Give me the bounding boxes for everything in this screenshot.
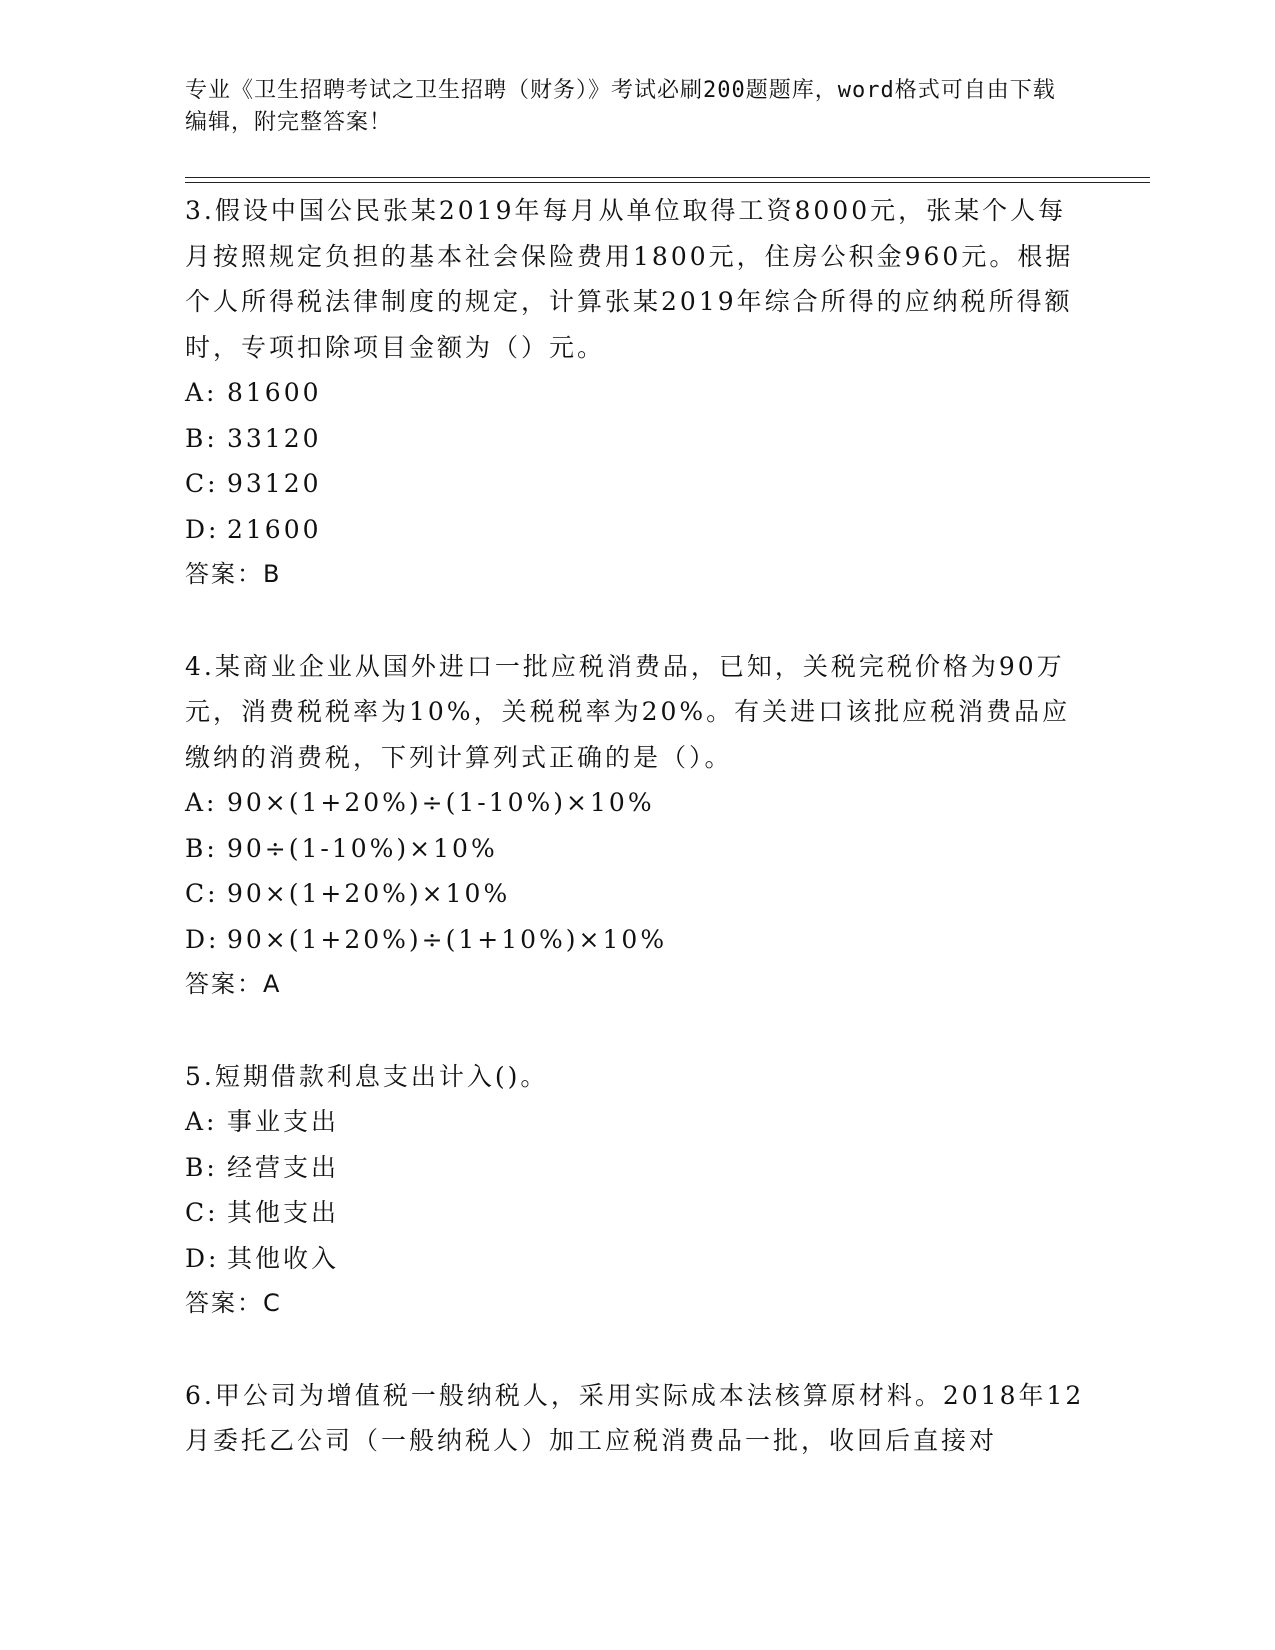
option-a [185,780,1085,826]
option-text: 事业支出 [227,1107,340,1136]
question-stem: 4.某商业企业从国外进口一批应税消费品，已知，关税完税价格为90万元，消费税税率为10%，关税税率为20%。有关进口该批应税消费品应缴纳的消费税，下列计算列式正确的是（）。 [185,651,1071,772]
question-6 [185,1373,1085,1464]
option-letter: A: [185,1107,218,1136]
header-rule-top [185,177,1150,178]
option-d [185,507,1085,553]
document-header: 专业《卫生招聘考试之卫生招聘（财务）》考试必刷200题题库，word格式可自由下载编辑，附完整答案！ [185,78,1056,135]
option-letter: D: [185,1243,220,1273]
answer-line: 答案：B [185,560,282,588]
answer-line: 答案：A [185,970,282,998]
option-text: 90×(1+20%)÷(1+10%)×10% [227,924,668,954]
option-letter: D: [185,924,220,954]
option-text: 经营支出 [227,1152,340,1182]
question-stem: 5.短期借款利息支出计入()。 [185,1061,549,1091]
question-stem: 3.假设中国公民张某2019年每月从单位取得工资8000元，张某个人每月按照规定负担的基本社会保险费用1800元，住房公积金960元。根据个人所得税法律制度的规定，计算张某2019年综合所得的应纳税所得额时，专项扣除项目金额为（）元。 [185,196,1074,362]
option-letter: A: [185,378,218,407]
answer-line: 答案：C [185,1289,282,1317]
option-text: 93120 [227,469,322,498]
option-c [185,1190,1085,1236]
question-3 [185,188,1085,598]
option-letter: B: [185,1152,218,1182]
option-d [185,1236,1085,1282]
option-text: 33120 [227,423,322,453]
option-letter: A: [185,788,218,817]
option-letter: D: [185,514,220,544]
option-letter: C: [185,879,219,908]
option-b [185,416,1085,462]
question-list [185,188,1085,1464]
option-d [185,917,1085,963]
question-5 [185,1054,1085,1327]
question-spacer [185,1008,1085,1054]
option-c [185,461,1085,507]
option-letter: C: [185,1198,219,1227]
option-letter: C: [185,469,219,498]
option-text: 81600 [227,378,322,407]
option-text: 其他收入 [227,1243,340,1273]
option-b [185,826,1085,872]
option-text: 21600 [227,514,322,544]
question-spacer [185,598,1085,644]
option-text: 90÷(1-10%)×10% [227,833,498,863]
option-letter: B: [185,423,218,453]
option-text: 90×(1+20%)÷(1-10%)×10% [227,788,655,817]
option-c [185,871,1085,917]
option-text: 其他支出 [227,1198,340,1227]
header-rule-bottom [185,182,1150,183]
question-4 [185,644,1085,1008]
option-text: 90×(1+20%)×10% [227,879,511,908]
option-b [185,1145,1085,1191]
option-letter: B: [185,833,218,863]
question-stem: 6.甲公司为增值税一般纳税人，采用实际成本法核算原材料。2018年12月委托乙公司（一般纳税人）加工应税消费品一批，收回后直接对 [185,1380,1085,1455]
question-spacer [185,1327,1085,1373]
option-a [185,1099,1085,1145]
option-a [185,370,1085,416]
